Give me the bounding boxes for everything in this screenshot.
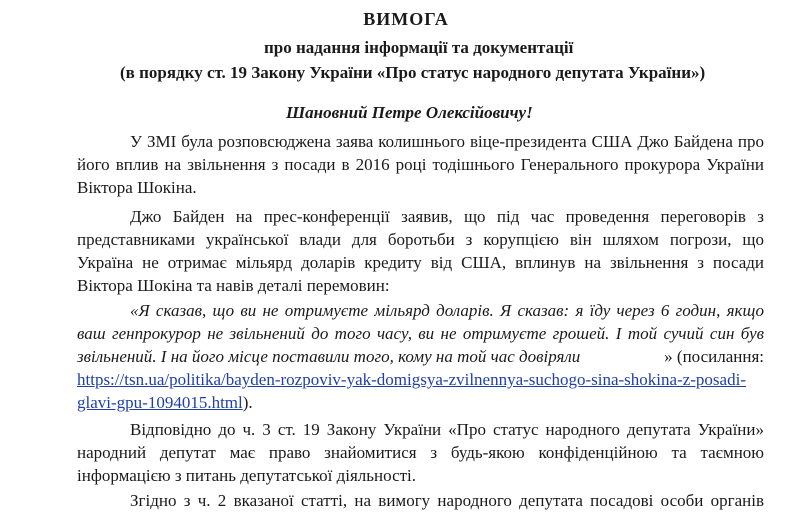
- paragraph-1-line-3: Віктора Шокіна.: [77, 178, 197, 197]
- paragraph-3-line-3: інформацією з питань депутатської діяльності.: [77, 466, 417, 485]
- paragraph-2-line-3: Україна не отримає мільярд доларів кредиту від США, вплинув на звільнення з посади: [77, 253, 764, 272]
- quote-line-2: ваш генпрокурор не звільнений до того часу, ви не отримуєте грошей. І той сучий син був: [77, 324, 764, 343]
- quote-line-3-tail: » (посилання:: [664, 347, 764, 366]
- quote-line-3: [77, 346, 764, 368]
- paragraph-1-line-1: У ЗМІ була розповсюджена заява колишнього віце-президента США Джо Байдена про: [130, 132, 764, 151]
- quote-line-1: «Я сказав, що ви не отримуєте мільярд доларів. Я сказав: я їду через 6 годин, якщо: [130, 301, 764, 320]
- paragraph-3-line-2: народний депутат має право знайомитися з будь-якою конфіденційною та таємною: [77, 443, 764, 462]
- paragraph-2-line-4: Віктора Шокіна та навів деталі перемовин:: [77, 276, 390, 295]
- paragraph-2-line-1: Джо Байден на прес-конференції заявив, що під час проведення переговорів з: [130, 207, 764, 226]
- source-link-line-2-wrapper: [77, 392, 253, 414]
- paragraph-4-line-1: Згідно з ч. 2 вказаної статті, на вимогу народного депутата посадові особи органів: [130, 491, 764, 510]
- source-link-line-1[interactable]: https://tsn.ua/politika/bayden-rozpoviv-yak-domigsya-zvilnennya-suchogo-sina-shokina-z-posadi-: [77, 370, 746, 389]
- paragraph-2-line-2: представниками української влади для боротьби з корупцією він шляхом погрози, що: [77, 230, 764, 249]
- document-subtitle: про надання інформації та документації: [264, 38, 574, 57]
- paragraph-3-line-1: Відповідно до ч. 3 ст. 19 Закону України «Про статус народного депутата України»: [130, 420, 764, 439]
- document-title: ВИМОГА: [363, 9, 449, 29]
- document-subtitle-law-reference: (в порядку ст. 19 Закону України «Про статус народного депутата України»): [120, 63, 706, 82]
- quote-line-3-italic: звільнений. І на його місце поставили того, кому на той час довіряли: [77, 347, 581, 366]
- paragraph-1-line-2: його вплив на звільнення з посади в 2016 році тодішнього Генерального прокурора України: [77, 155, 764, 174]
- source-link-line-2[interactable]: glavi-gpu-1094015.html: [77, 393, 243, 412]
- greeting: Шановний Петре Олексійовичу!: [286, 103, 533, 122]
- source-link-tail: ).: [242, 393, 253, 412]
